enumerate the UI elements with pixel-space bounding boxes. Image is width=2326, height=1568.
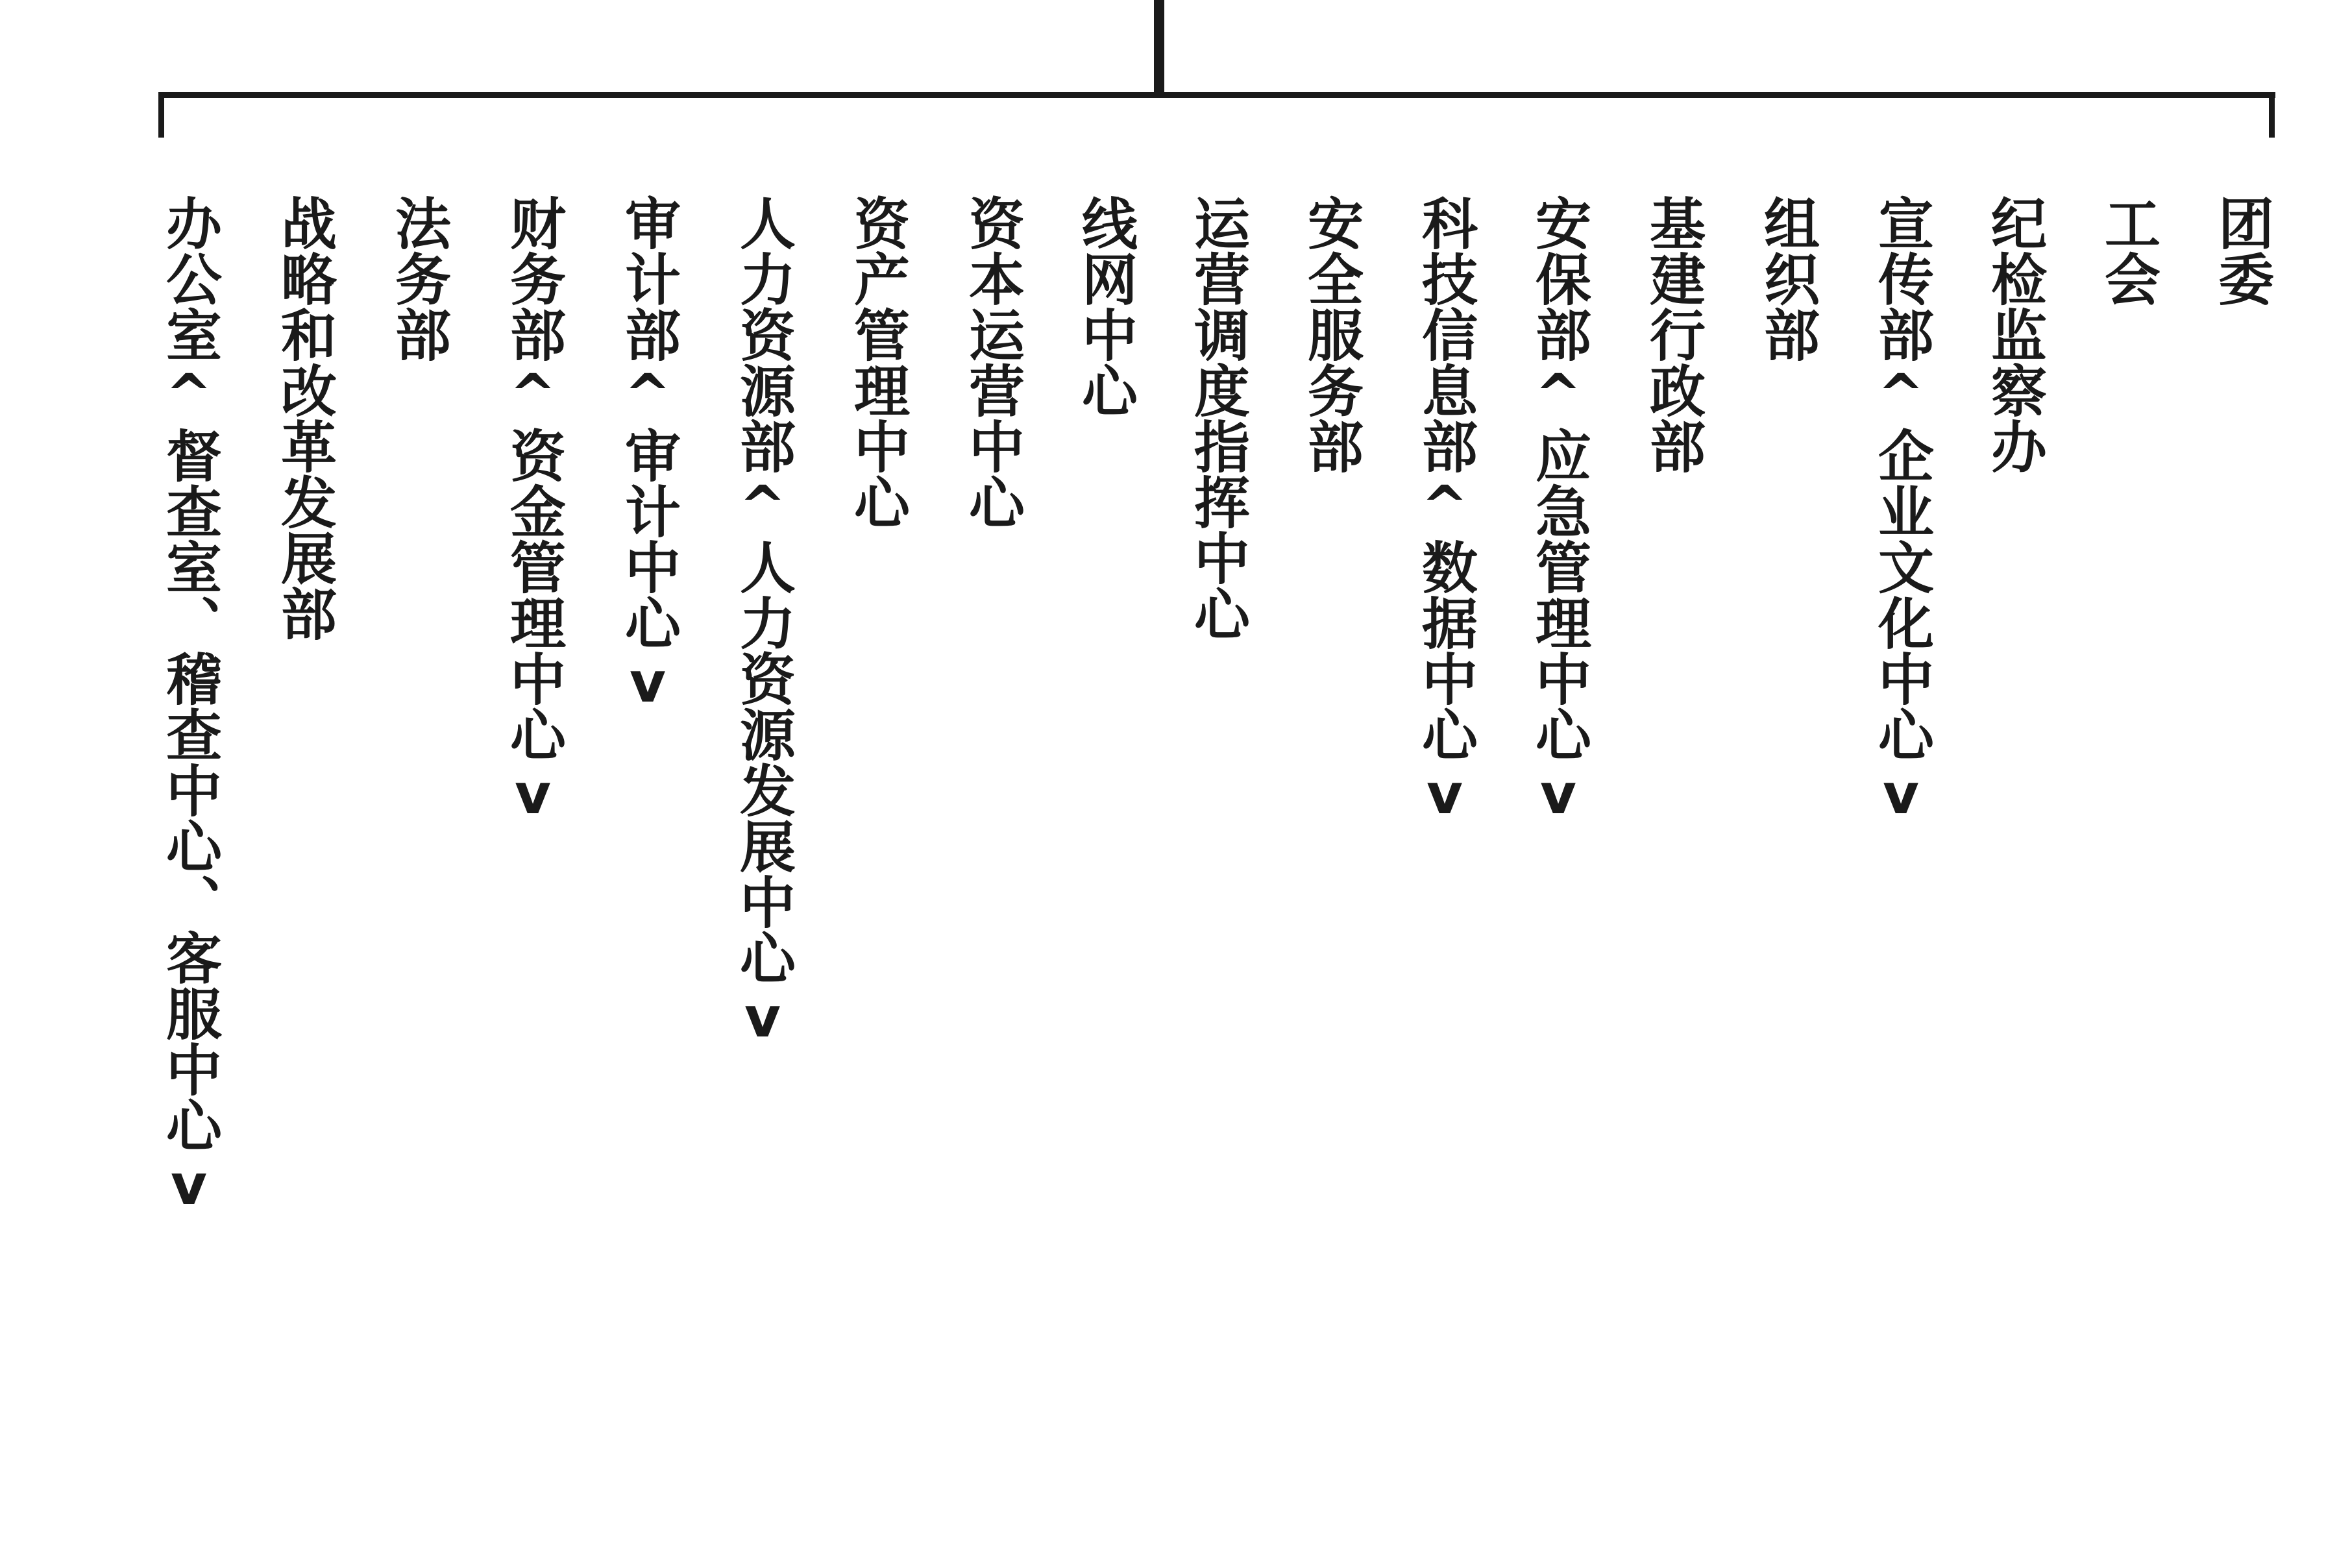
dept-label: 纪检监察办 — [1981, 195, 2046, 474]
dept-label: 资产管理中心 — [844, 195, 909, 530]
dept-label: 运营调度指挥中心 — [1184, 195, 1249, 641]
dept-label: 办公室^督查室、稽查中心、客服中心v — [156, 195, 221, 1218]
dept-label: 线网中心 — [1072, 195, 1137, 418]
dept-label: 安全服务部 — [1298, 195, 1363, 474]
right-end-connector — [2269, 92, 2275, 138]
dept-label: 基建行政部 — [1640, 195, 1705, 474]
dept-label: 人力资源部^人力资源发展中心v — [730, 195, 795, 1050]
horizontal-connector — [158, 92, 2275, 98]
dept-label: 宣传部^企业文化中心v — [1868, 195, 1933, 827]
trunk-connector — [1154, 0, 1164, 92]
dept-label: 资本运营中心 — [959, 195, 1024, 530]
dept-label: 科技信息部^数据中心v — [1412, 195, 1477, 827]
dept-label: 安保部^应急管理中心v — [1526, 195, 1591, 827]
dept-label: 法务部 — [386, 195, 450, 362]
dept-label: 工会 — [2095, 195, 2160, 306]
dept-label: 组织部 — [1754, 195, 1819, 362]
dept-label: 团委 — [2209, 195, 2273, 306]
dept-label: 审计部^审计中心v — [615, 195, 680, 715]
dept-label: 战略和改革发展部 — [271, 195, 336, 641]
left-end-connector — [158, 92, 164, 138]
dept-label: 财务部^资金管理中心v — [500, 195, 565, 827]
